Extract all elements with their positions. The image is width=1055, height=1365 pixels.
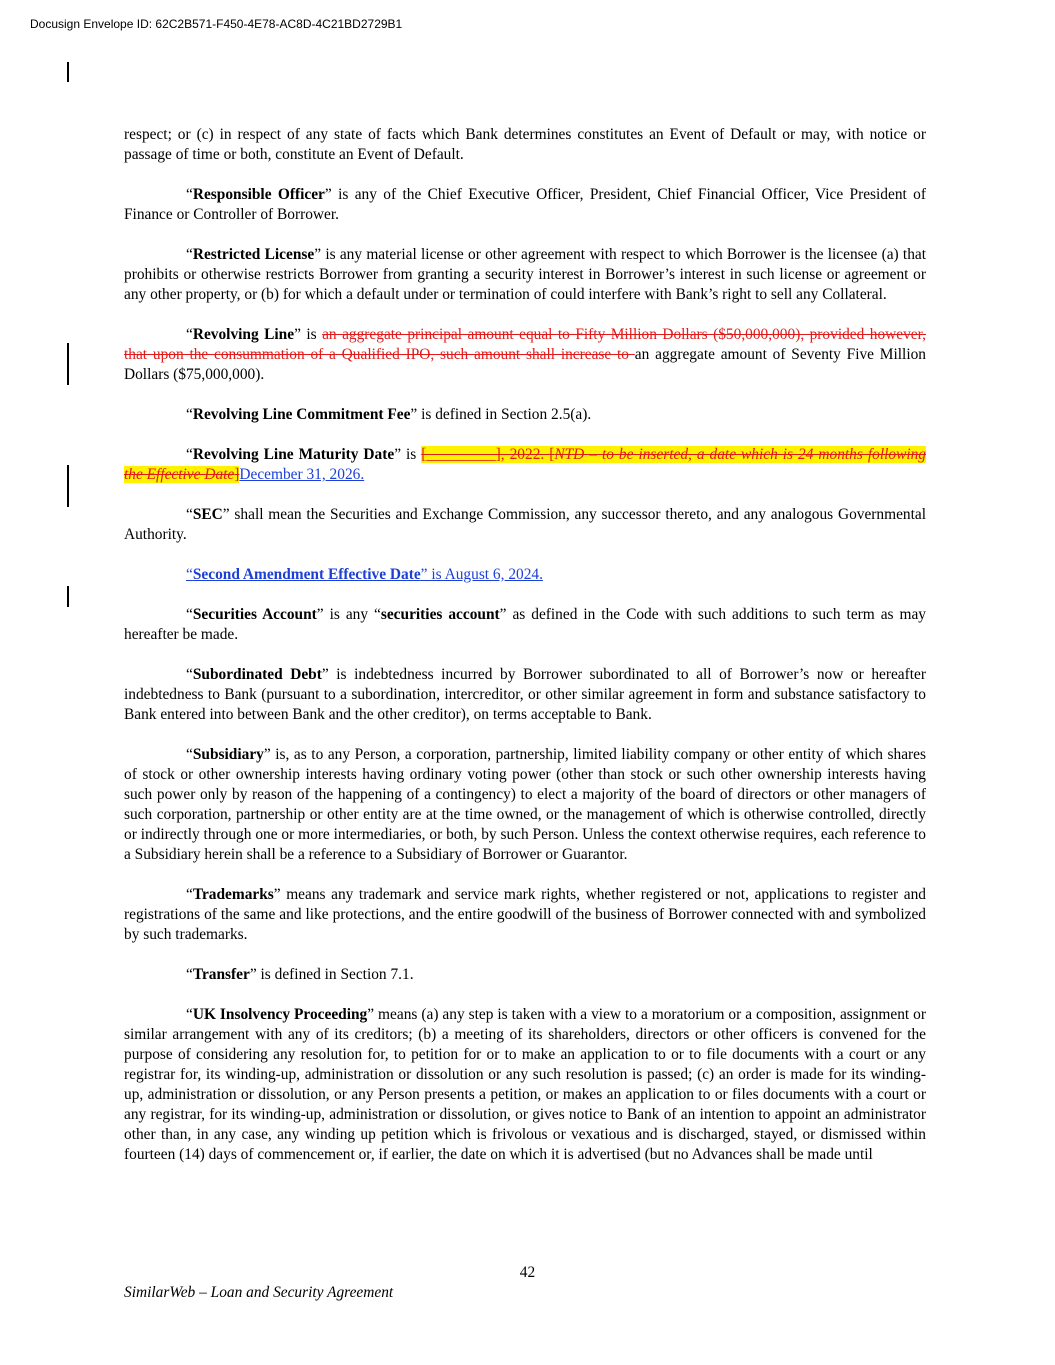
- page-number: 42: [519, 1264, 536, 1281]
- docusign-envelope-id: Docusign Envelope ID: 62C2B571-F450-4E78-AC8D-4C21BD2729B1: [30, 17, 403, 31]
- defined-term: securities account: [380, 606, 500, 623]
- definition-subsidiary: “Subsidiary” is, as to any Person, a corporation, partnership, limited liability company or other entity of which shares of stock or other ownership interests having ordinary voting power (other than stock or such other ownership interests having such power only by reason of the happening of a contingency) to elect a majority of the board of directors or other managers of such corporation, partnership or other entity are at the time owned, or the management of which is otherwise controlled, directly or indirectly through one or more intermediaries, or both, by such Person. Unless the context otherwise requires, each reference to a Subsidiary herein shall be a reference to a Subsidiary of Borrower or Guarantor.: [124, 746, 926, 863]
- definition-transfer: “Transfer” is defined in Section 7.1.: [186, 966, 414, 983]
- definition-subordinated-debt: “Subordinated Debt” is indebtedness incurred by Borrower subordinated to all of Borrower’s now or hereafter indebtedness to Bank (pursuant to a subordination, intercreditor, or other similar agreement in form and substance satisfactory to Bank entered into between Bank and the other creditor), on terms acceptable to Bank.: [124, 666, 926, 723]
- document-footer: SimilarWeb – Loan and Security Agreement: [124, 1284, 394, 1301]
- inserted-text: December 31, 2026.: [239, 466, 365, 483]
- defined-term: Revolving Line: [192, 326, 295, 343]
- definition-text: ” is: [294, 326, 323, 343]
- deleted-note-text: NTD – to be inserted, a date which is 24 months following the Effective Date: [124, 446, 927, 483]
- definition-uk-insolvency: “UK Insolvency Proceeding” means (a) any step is taken with a view to a moratorium or a composition, assignment or similar arrangement with any of its creditors; (b) a meeting of its shareholders, directors or other officers is convened for the purpose of considering any resolution for, to petition for or to make an application to or to file documents with a court or any registrar for, its winding-up, administration or dissolution or any such resolution is passed; (c) an order is made for its winding-up, administration or dissolution, or any Person presents a petition, or makes an application to or files documents with a court or any registrar, for its winding-up, administration or dissolution, or gives notice to Bank of an intention to appoint an administrator other than, in any case, any winding up petition which is frivolous or vexatious and is discharged, stayed, or dismissed within fourteen (14) days of commencement or, if earlier, the date on which it is advertised (but no Advances shall be made until: [124, 1006, 926, 1163]
- deleted-text: [_________], 2022. [: [421, 446, 555, 463]
- definition-sec: “SEC” shall mean the Securities and Exchange Commission, any successor thereto, and any analogous Governmental Authority.: [124, 506, 926, 543]
- defined-term: Second Amendment Effective Date: [192, 566, 421, 583]
- definition-text: ” is any of the Chief Executive Officer, President, Chief Financial Officer, Vice President of Finance or Controller of Borrower.: [124, 186, 926, 223]
- definition-text: ” as defined in the Code with such additions to such term as may hereafter be made.: [124, 606, 927, 643]
- definition-text: ” is defined in Section 7.1.: [249, 966, 414, 983]
- definition-text: ” is, as to any Person, a corporation, partnership, limited liability company or other entity of which shares of stock or other ownership interests having ordinary voting power (other than stock or such other ownership interests having such power only by reason of the happening of a contingency) to elect a majority of the board of directors or other managers of such corporation, partnership or other entity are at the time owned, or the management of which is otherwise controlled, directly or indirectly through one or more intermediaries, or both, by such Person. Unless the context otherwise requires, each reference to a Subsidiary herein shall be a reference to a Subsidiary of Borrower or Guarantor.: [124, 746, 926, 863]
- definition-revolving-line: “Revolving Line” is an aggregate principal amount equal to Fifty Million Dollars ($50,000,000), provided however, that upon the consummation of a Qualified IPO, such amount shall increase to an aggregate amount of Seventy Five Million Dollars ($75,000,000).: [124, 326, 926, 383]
- definition-responsible-officer: “Responsible Officer” is any of the Chief Executive Officer, President, Chief Financial Officer, Vice President of Finance or Controller of Borrower.: [124, 186, 926, 223]
- change-bar: [67, 343, 69, 385]
- defined-term: Revolving Line Commitment Fee: [192, 406, 411, 423]
- definition-commitment-fee: “Revolving Line Commitment Fee” is defined in Section 2.5(a).: [186, 406, 592, 423]
- defined-term: Revolving Line Maturity Date: [192, 446, 395, 463]
- change-bar: [67, 586, 69, 607]
- defined-term: Subordinated Debt: [192, 666, 322, 683]
- inserted-text: ” is August 6, 2024.: [420, 566, 543, 583]
- defined-term: UK Insolvency Proceeding: [192, 1006, 368, 1023]
- defined-term: Restricted License: [192, 246, 315, 263]
- deleted-text: ]: [234, 466, 240, 483]
- defined-term: Transfer: [192, 966, 250, 983]
- document-body: [124, 125, 926, 1185]
- definition-second-amendment: [124, 565, 926, 585]
- definition-text: ” is defined in Section 2.5(a).: [410, 406, 592, 423]
- definition-text: ” means (a) any step is taken with a view to a moratorium or a composition, assignment or similar arrangement with any of its creditors; (b) a meeting of its shareholders, directors or other officers is convened for the purpose of considering any resolution for, to petition for or to make an application to or to file documents with a court or any registrar for, its winding-up, administration or dissolution or any such resolution is passed; (c) an order is made for its winding-up, administration or dissolution, or any Person presents a petition, or makes an application to or files documents with a court or any registrar, for its winding-up, administration or dissolution, or gives notice to Bank of an intention to appoint an administrator other than, in any case, any winding up petition which is frivolous or vexatious and is discharged, stayed, or dismissed within fourteen (14) days of commencement or, if earlier, the date on which it is advertised (but no Advances shall be made until: [124, 1006, 926, 1163]
- definition-text: ” is any material license or other agreement with respect to which Borrower is the licensee (a) that prohibits or otherwise restricts Borrower from granting a security interest in Borrower’s interest in such license or agreement or any other property, or (b) for which a default under or termination of could interfere with Bank’s right to sell any Collateral.: [124, 246, 927, 303]
- definition-trademarks: “Trademarks” means any trademark and service mark rights, whether registered or not, applications to register and registrations of the same and like protections, and the entire goodwill of the business of Borrower connected with and symbolized by such trademarks.: [124, 886, 926, 943]
- defined-term: Responsible Officer: [192, 186, 325, 203]
- inserted-text: “: [186, 566, 193, 583]
- definition-text: ” is indebtedness incurred by Borrower subordinated to all of Borrower’s now or hereafter indebtedness to Bank (pursuant to a subordination, intercreditor, or other similar agreement in form and substance satisfactory to Bank entered into between Bank and the other creditor), on terms acceptable to Bank.: [124, 666, 926, 723]
- definition-text: ” means any trademark and service mark rights, whether registered or not, applications to register and registrations of the same and like protections, and the entire goodwill of the business of Borrower connected with and symbolized by such trademarks.: [124, 886, 926, 943]
- definition-text: ” is any “: [316, 606, 381, 623]
- deleted-text: an aggregate principal amount equal to Fifty Million Dollars ($50,000,000), provided however, that upon the consummation of a Qualified IPO, such amount shall increase to: [124, 326, 926, 363]
- definition-securities-account: “Securities Account” is any “securities account” as defined in the Code with such additions to such term as may hereafter be made.: [124, 606, 927, 643]
- definition-text: ” shall mean the Securities and Exchange Commission, any successor thereto, and any analogous Governmental Authority.: [124, 506, 926, 543]
- definition-maturity-date: “Revolving Line Maturity Date” is [_________], 2022. [NTD – to be inserted, a date which is 24 months following the Effective Date]December 31, 2026.: [124, 446, 927, 483]
- change-bar: [67, 62, 69, 82]
- paragraph-continuation: respect; or (c) in respect of any state of facts which Bank determines constitutes an Event of Default or may, with notice or passage of time or both, constitute an Event of Default.: [124, 126, 926, 163]
- definition-restricted-license: “Restricted License” is any material license or other agreement with respect to which Borrower is the licensee (a) that prohibits or otherwise restricts Borrower from granting a security interest in Borrower’s interest in such license or agreement or any other property, or (b) for which a default under or termination of could interfere with Bank’s right to sell any Collateral.: [124, 246, 927, 303]
- defined-term: Securities Account: [192, 606, 317, 623]
- definition-text: an aggregate amount of Seventy Five Million Dollars ($75,000,000).: [124, 346, 926, 383]
- defined-term: Subsidiary: [192, 746, 264, 763]
- definition-text: ” is: [394, 446, 422, 463]
- defined-term: SEC: [192, 506, 223, 523]
- defined-term: Trademarks: [192, 886, 274, 903]
- change-bar: [67, 465, 69, 507]
